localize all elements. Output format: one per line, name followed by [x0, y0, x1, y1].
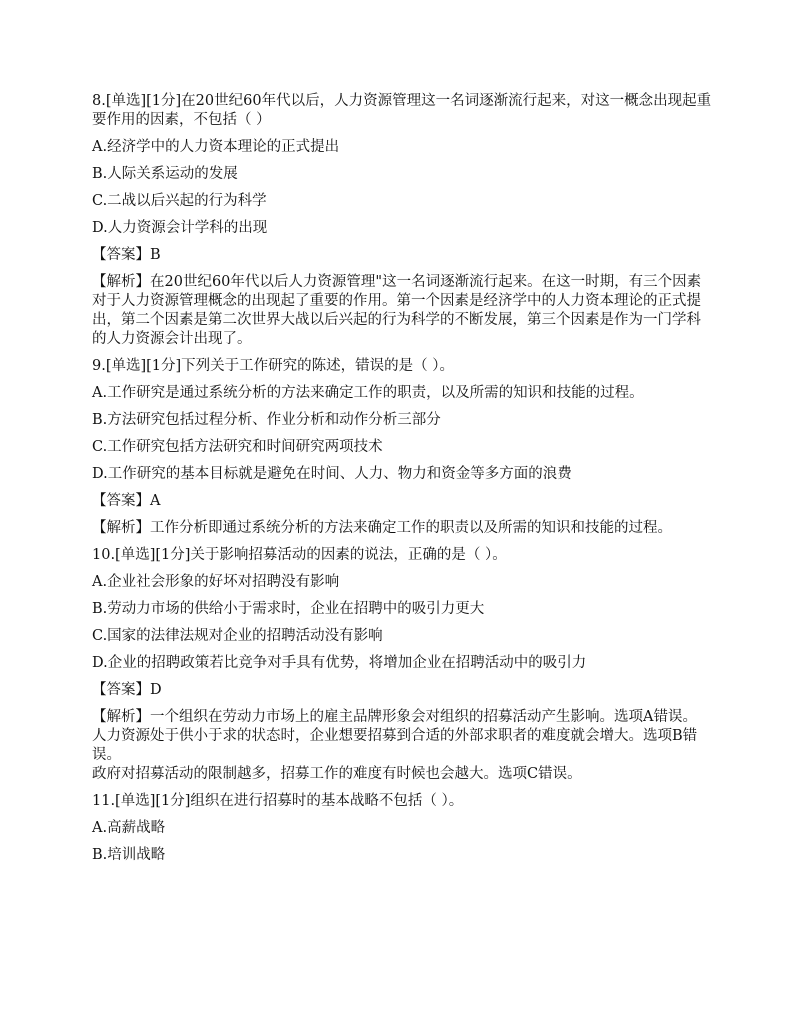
option-d: D.企业的招聘政策若比竞争对手具有优势，将增加企业在招聘活动中的吸引力 [92, 655, 587, 671]
option-a: A.企业社会形象的好坏对招聘没有影响 [92, 574, 340, 590]
question-9 [92, 357, 712, 538]
option-c: C.国家的法律法规对企业的招聘活动没有影响 [92, 628, 383, 644]
analysis [92, 273, 712, 349]
analysis [92, 708, 712, 784]
answer: 【答案】D [92, 682, 162, 698]
question-stem: 10.[单选][1分]关于影响招募活动的因素的说法，正确的是（ ）。 [92, 547, 507, 563]
option-c: C.二战以后兴起的行为科学 [92, 193, 267, 209]
answer: 【答案】B [92, 247, 161, 263]
option-b: B.劳动力市场的供给小于需求时，企业在招聘中的吸引力更大 [92, 601, 485, 617]
question-stem: 8.[单选][1分]在20世纪60年代以后，人力资源管理这一名词逐渐流行起来，对这一概念出现起重要作用的因素，不包括（ ） [92, 93, 712, 128]
option-a: A.工作研究是通过系统分析的方法来确定工作的职责，以及所需的知识和技能的过程。 [92, 385, 644, 401]
question-10 [92, 546, 712, 784]
analysis-paragraph: 【解析】工作分析即通过系统分析的方法来确定工作的职责以及所需的知识和技能的过程。 [92, 520, 672, 536]
analysis-paragraph: 人力资源处于供小于求的状态时，企业想要招募到合适的外部求职者的难度就会增大。选项B错误。 [92, 728, 698, 763]
option-b: B.人际关系运动的发展 [92, 166, 238, 182]
question-stem: 9.[单选][1分]下列关于工作研究的陈述，错误的是（ ）。 [92, 358, 455, 374]
question-stem: 11.[单选][1分]组织在进行招募时的基本战略不包括（ ）。 [92, 793, 464, 809]
document-page [92, 92, 712, 865]
option-d: D.人力资源会计学科的出现 [92, 220, 268, 236]
analysis-paragraph: 【解析】一个组织在劳动力市场上的雇主品牌形象会对组织的招募活动产生影响。选项A错误。 [92, 709, 697, 725]
answer: 【答案】A [92, 493, 161, 509]
question-8 [92, 92, 712, 349]
analysis [92, 519, 712, 538]
analysis-paragraph: 政府对招募活动的限制越多，招募工作的难度有时候也会越大。选项C错误。 [92, 766, 582, 782]
analysis-paragraph: 【解析】在20世纪60年代以后人力资源管理"这一名词逐渐流行起来。在这一时期，有三个因素对于人力资源管理概念的出现起了重要的作用。第一个因素是经济学中的人力资本理论的正式提出，第二个因素是第二次世界大战以后兴起的行为科学的不断发展，第三个因素是作为一门学科的人力资源会计出现了。 [92, 274, 702, 347]
question-11 [92, 792, 712, 865]
option-d: D.工作研究的基本目标就是避免在时间、人力、物力和资金等多方面的浪费 [92, 466, 572, 482]
option-c: C.工作研究包括方法研究和时间研究两项技术 [92, 439, 383, 455]
option-b: B.培训战略 [92, 847, 166, 863]
option-a: A.经济学中的人力资本理论的正式提出 [92, 139, 340, 155]
option-b: B.方法研究包括过程分析、作业分析和动作分析三部分 [92, 412, 441, 428]
option-a: A.高薪战略 [92, 820, 166, 836]
